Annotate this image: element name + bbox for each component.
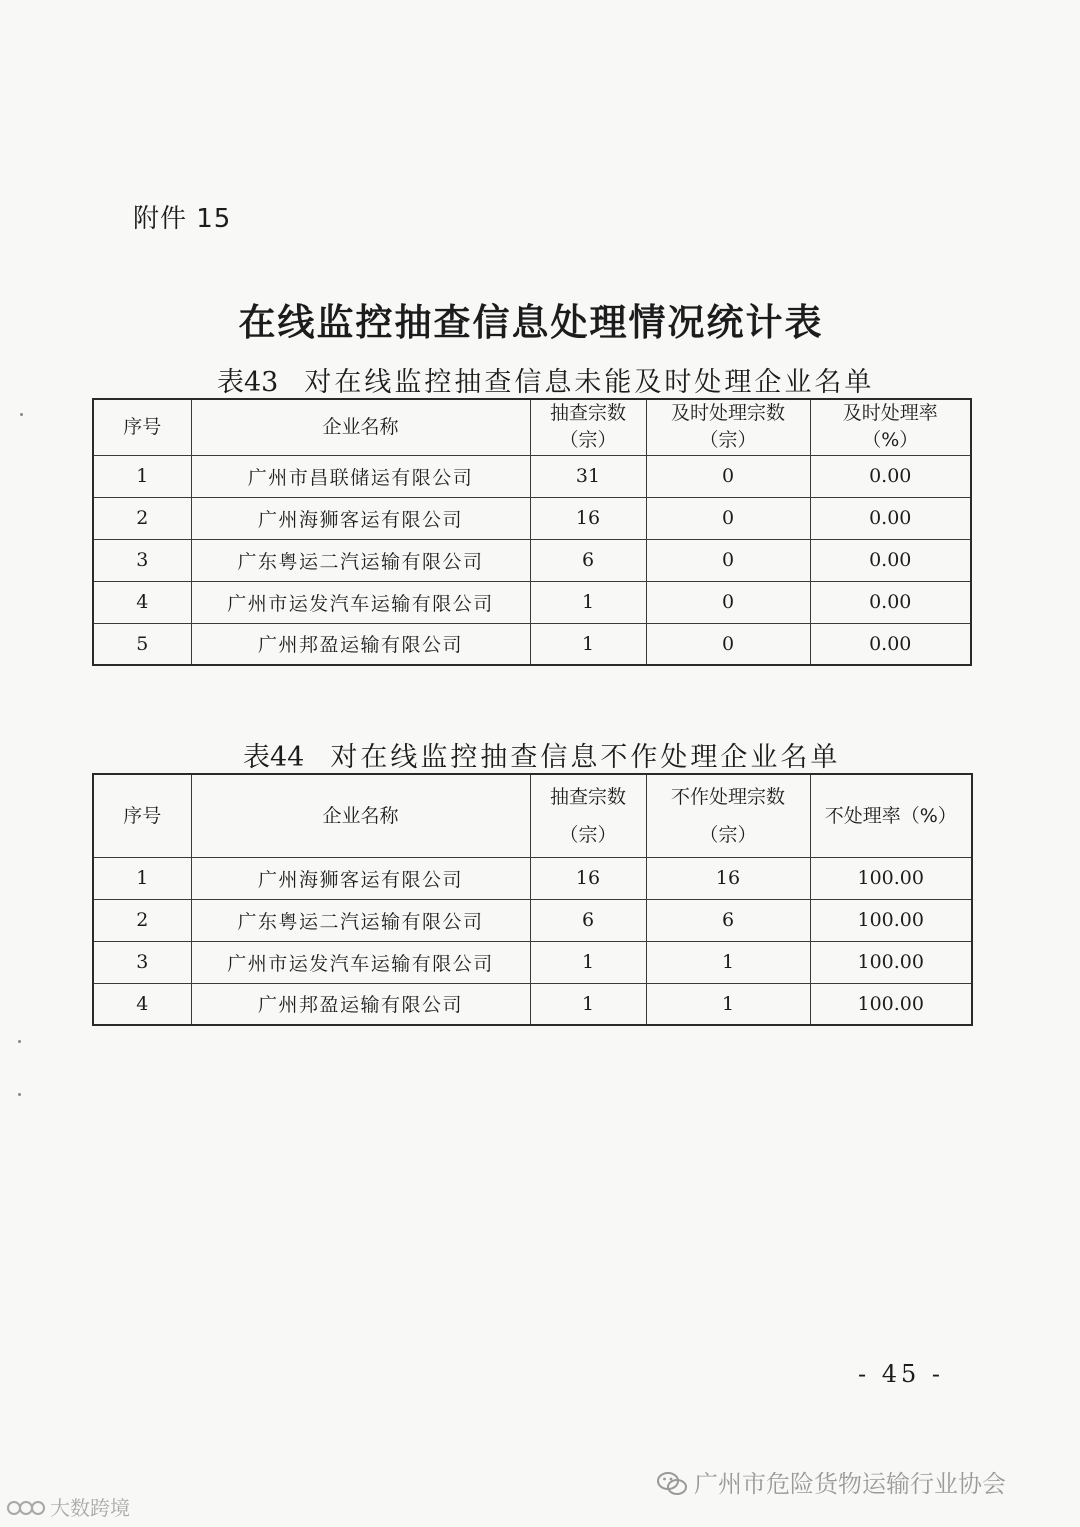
scan-speck <box>18 1040 21 1043</box>
table44-caption <box>243 735 840 774</box>
header-check-count-line2: （宗） <box>559 823 617 846</box>
header-timely-count-line2: （宗） <box>699 429 757 452</box>
cell-company-name: 广州海狮客运有限公司 <box>191 497 530 539</box>
header-timely-rate-line1: 及时处理率 <box>842 402 938 425</box>
header-unhandled-count-line1: 不作处理宗数 <box>670 785 785 808</box>
cell-check-count: 6 <box>530 899 646 941</box>
cell-company-name: 广东粤运二汽运输有限公司 <box>191 539 530 581</box>
table-row <box>93 857 972 899</box>
cell-unhandled-count: 1 <box>646 983 810 1025</box>
attachment-label: 附件 15 <box>133 204 232 234</box>
cell-seq: 3 <box>93 539 191 581</box>
header-timely-count <box>646 399 810 455</box>
cell-timely-count: 0 <box>646 623 810 665</box>
header-seq: 序号 <box>93 774 191 857</box>
scan-speck <box>18 1093 21 1096</box>
header-timely-count-line1: 及时处理宗数 <box>670 402 785 425</box>
wechat-icon <box>656 1471 688 1497</box>
cell-company-name: 广东粤运二汽运输有限公司 <box>191 899 530 941</box>
cell-unhandled-rate: 100.00 <box>810 857 972 899</box>
cell-check-count: 16 <box>530 497 646 539</box>
table-row <box>93 581 971 623</box>
cell-seq: 2 <box>93 497 191 539</box>
cell-check-count: 16 <box>530 857 646 899</box>
cell-seq: 5 <box>93 623 191 665</box>
table44-caption-number: 表44 <box>243 742 305 773</box>
header-unhandled-count <box>646 774 810 857</box>
cell-seq: 4 <box>93 983 191 1025</box>
cell-seq: 4 <box>93 581 191 623</box>
header-company-name: 企业名称 <box>191 399 530 455</box>
cell-seq: 2 <box>93 899 191 941</box>
watermark-association-text: 广州市危险货物运输行业协会 <box>694 1470 1006 1498</box>
header-unhandled-count-line2: （宗） <box>699 823 757 846</box>
page-number: - 45 - <box>858 1360 945 1388</box>
cell-timely-count: 0 <box>646 455 810 497</box>
header-timely-rate <box>810 399 971 455</box>
cell-check-count: 6 <box>530 539 646 581</box>
cell-company-name: 广州市运发汽车运输有限公司 <box>191 581 530 623</box>
header-check-count <box>530 399 646 455</box>
table44 <box>92 773 973 1026</box>
table43-header-row <box>93 399 971 455</box>
header-check-count-line2: （宗） <box>559 429 617 452</box>
cell-unhandled-count: 6 <box>646 899 810 941</box>
table44-header-row <box>93 774 972 857</box>
header-check-count <box>530 774 646 857</box>
table-row <box>93 941 972 983</box>
cell-check-count: 1 <box>530 623 646 665</box>
cell-unhandled-count: 1 <box>646 941 810 983</box>
table44-caption-text: 对在线监控抽查信息不作处理企业名单 <box>330 742 841 773</box>
cell-check-count: 31 <box>530 455 646 497</box>
cell-unhandled-count: 16 <box>646 857 810 899</box>
table43-caption <box>217 360 874 399</box>
header-unhandled-rate: 不处理率（%） <box>810 774 972 857</box>
table-row <box>93 623 971 665</box>
header-timely-rate-line2: （%） <box>862 429 919 452</box>
brand-logo-icon <box>6 1497 46 1519</box>
table43-caption-text: 对在线监控抽查信息未能及时处理企业名单 <box>304 367 875 398</box>
cell-seq: 1 <box>93 455 191 497</box>
watermark-association <box>656 1464 1006 1499</box>
cell-unhandled-rate: 100.00 <box>810 941 972 983</box>
cell-company-name: 广州市运发汽车运输有限公司 <box>191 941 530 983</box>
cell-timely-count: 0 <box>646 581 810 623</box>
cell-check-count: 1 <box>530 983 646 1025</box>
table-row <box>93 455 971 497</box>
header-check-count-line1: 抽查宗数 <box>549 785 626 808</box>
table-row <box>93 899 972 941</box>
cell-company-name: 广州邦盈运输有限公司 <box>191 623 530 665</box>
cell-timely-count: 0 <box>646 539 810 581</box>
header-check-count-line1: 抽查宗数 <box>549 402 626 425</box>
page-title: 在线监控抽查信息处理情况统计表 <box>238 301 824 344</box>
table-row <box>93 497 971 539</box>
table-row <box>93 983 972 1025</box>
scan-speck <box>20 413 23 416</box>
cell-unhandled-rate: 100.00 <box>810 983 972 1025</box>
cell-company-name: 广州海狮客运有限公司 <box>191 857 530 899</box>
table43-caption-number: 表43 <box>217 367 279 398</box>
cell-unhandled-rate: 100.00 <box>810 899 972 941</box>
cell-timely-rate: 0.00 <box>810 581 971 623</box>
cell-timely-rate: 0.00 <box>810 623 971 665</box>
cell-timely-rate: 0.00 <box>810 497 971 539</box>
cell-check-count: 1 <box>530 941 646 983</box>
cell-timely-rate: 0.00 <box>810 539 971 581</box>
cell-timely-rate: 0.00 <box>810 455 971 497</box>
header-company-name: 企业名称 <box>191 774 530 857</box>
cell-company-name: 广州邦盈运输有限公司 <box>191 983 530 1025</box>
cell-company-name: 广州市昌联储运有限公司 <box>191 455 530 497</box>
cell-seq: 3 <box>93 941 191 983</box>
watermark-brand <box>6 1492 130 1521</box>
watermark-brand-text: 大数跨境 <box>50 1496 130 1520</box>
cell-check-count: 1 <box>530 581 646 623</box>
table43 <box>92 398 972 666</box>
cell-seq: 1 <box>93 857 191 899</box>
table-row <box>93 539 971 581</box>
cell-timely-count: 0 <box>646 497 810 539</box>
header-seq: 序号 <box>93 399 191 455</box>
